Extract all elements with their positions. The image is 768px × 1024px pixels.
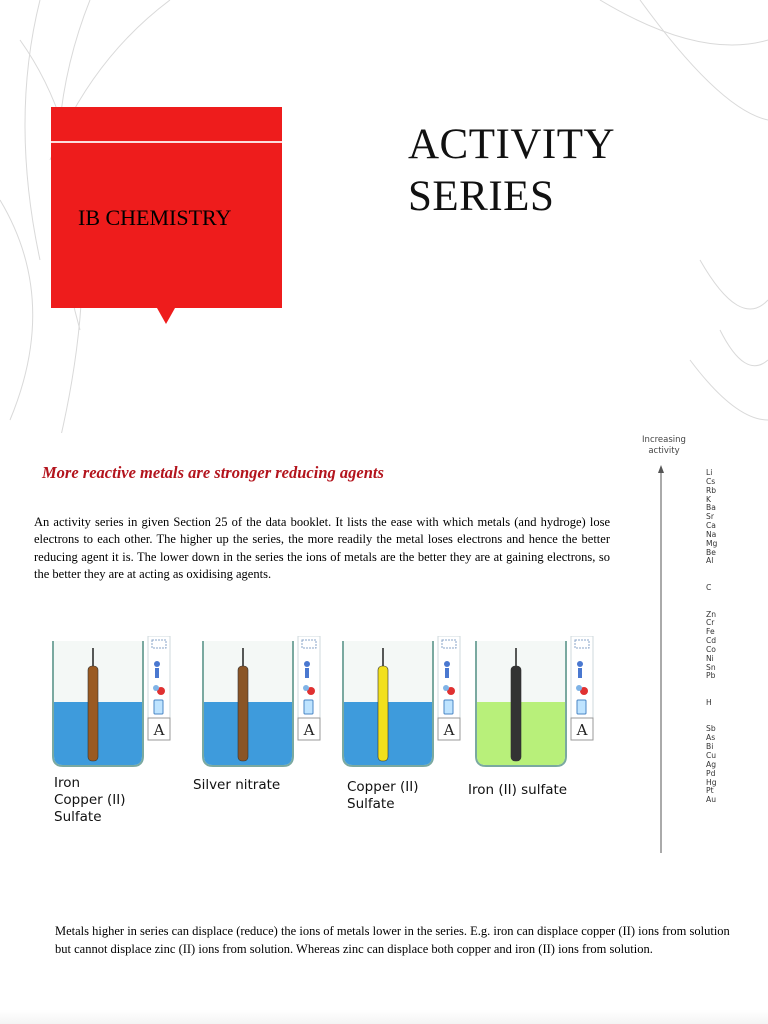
molecule-icon-atom — [443, 685, 449, 691]
electrode-rod — [88, 666, 98, 761]
text-tool-letter: A — [576, 721, 588, 739]
accent-stripe — [51, 141, 282, 143]
series-element: Cd — [706, 636, 717, 646]
info-icon — [444, 661, 450, 667]
series-element: Hg — [706, 777, 717, 787]
molecule-icon-atom — [303, 685, 309, 691]
series-element: Al — [706, 556, 714, 566]
accent-pointer — [157, 308, 175, 324]
intro-paragraph: An activity series in given Section 25 of the data booklet. It lists the ease with which metals (and hydroge) lose electrons to each other. The higher up the series, the more readily the metal loses electrons and hence the better reducing agent it is. The lower down in the series the ions of metals are the better they are at gaining electrons, so the better they are at acting as oxidising agents. — [34, 515, 610, 581]
molecule-icon-atom — [153, 685, 159, 691]
activity-series-list — [706, 469, 717, 805]
series-element: Li — [706, 468, 713, 477]
series-element: Ca — [706, 521, 716, 531]
series-element: Rb — [706, 485, 717, 495]
series-element: Zn — [706, 609, 717, 619]
beaker-4 — [476, 636, 593, 766]
series-element: Pt — [706, 786, 714, 796]
info-icon — [154, 661, 160, 667]
electrode-rod — [378, 666, 388, 761]
series-spacer — [706, 681, 717, 690]
flask-icon — [577, 700, 586, 714]
series-element: Cr — [706, 618, 715, 628]
course-subtitle: IB CHEMISTRY — [78, 205, 232, 230]
beaker-1 — [53, 636, 170, 766]
series-element: Pb — [706, 671, 716, 681]
flask-icon — [154, 700, 163, 714]
series-element: C — [706, 582, 712, 592]
molecule-icon-atom — [576, 685, 582, 691]
activity-series-slide — [0, 433, 768, 1024]
next-slide-edge — [0, 1010, 768, 1024]
info-icon-stem — [305, 668, 309, 678]
series-spacer — [706, 593, 717, 602]
series-element: Pd — [706, 768, 716, 778]
text-tool-letter: A — [303, 721, 315, 739]
series-element: Ni — [706, 653, 714, 663]
series-element: K — [706, 494, 711, 504]
conclusion-paragraph: Metals higher in series can displace (reduce) the ions of metals lower in the series. E.g. iron can displace copper (II) ions from solution but cannot displace zinc (II) ions from solution. Whereas zinc can displace both copper and iron (II) ions from solution. — [55, 924, 730, 956]
series-element: Cu — [706, 751, 717, 760]
info-icon-stem — [155, 668, 159, 678]
activity-series-arrow — [633, 433, 733, 858]
series-element: As — [706, 733, 716, 743]
beaker-label-1: Iron Copper (II) Sulfate — [54, 775, 126, 825]
flask-icon — [304, 700, 313, 714]
series-spacer — [706, 708, 717, 717]
series-element: Sr — [706, 512, 714, 522]
series-element: Ag — [706, 759, 717, 769]
info-icon — [304, 661, 310, 667]
beaker-label-3: Copper (II) Sulfate — [347, 779, 419, 812]
info-icon — [577, 661, 583, 667]
beaker-3 — [343, 636, 460, 766]
text-tool-letter: A — [443, 721, 455, 739]
series-element: Co — [706, 644, 716, 654]
info-icon-stem — [578, 668, 582, 678]
series-element: Cs — [706, 476, 716, 486]
series-element: Be — [706, 547, 716, 557]
title-accent-block — [51, 107, 282, 308]
series-spacer — [706, 566, 717, 575]
beaker-2 — [203, 636, 320, 766]
slide-heading: More reactive metals are stronger reducing agents — [42, 463, 384, 482]
series-element: Ba — [706, 503, 716, 513]
beaker-label-4: Iron (II) sulfate — [468, 782, 568, 798]
series-element: H — [706, 697, 712, 707]
series-element: Mg — [706, 538, 718, 548]
series-element: Bi — [706, 742, 714, 752]
slide-title-line-2: SERIES — [408, 173, 555, 220]
info-icon-stem — [445, 668, 449, 678]
series-element: Fe — [706, 627, 715, 637]
text-tool-letter: A — [153, 721, 165, 739]
beaker-illustrations — [50, 636, 595, 776]
flask-icon — [444, 700, 453, 714]
series-element: Na — [706, 529, 717, 539]
beaker-label-2: Silver nitrate — [193, 777, 281, 793]
series-element: Au — [706, 795, 717, 805]
slide-title-line-1: ACTIVITY — [408, 121, 616, 168]
activity-series-title: Increasing activity — [642, 435, 686, 456]
series-element: Sn — [706, 662, 716, 672]
electrode-rod — [511, 666, 521, 761]
slide-title — [408, 119, 615, 223]
series-element: Sb — [706, 724, 716, 734]
electrode-rod — [238, 666, 248, 761]
